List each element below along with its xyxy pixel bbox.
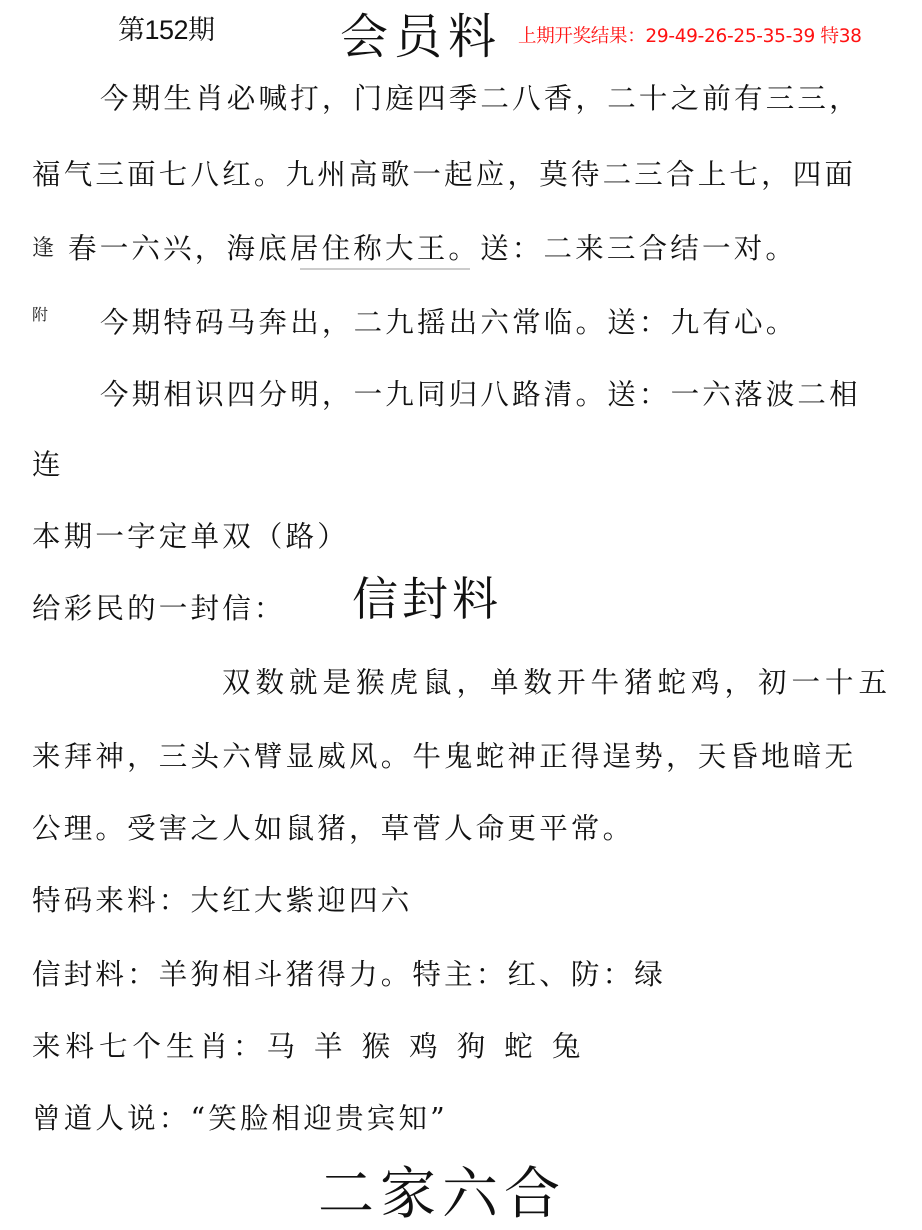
letter-line-1: 双数就是猴虎鼠，单数开牛猪蛇鸡，初一十五	[222, 666, 893, 699]
section-title: 信封料	[352, 572, 502, 626]
single-double-line: 本期一字定单双（路）	[32, 520, 350, 553]
footer-title: 二家六合	[318, 1162, 566, 1227]
scan-rule	[300, 268, 470, 270]
member-line-6: 连	[32, 448, 64, 481]
letter-intro: 给彩民的一封信：	[32, 592, 286, 625]
letter-line-2: 来拜神，三头六臂显威风。牛鬼蛇神正得逞势，天昏地暗无	[32, 740, 857, 773]
special-code-line: 特码来料：大红大紫迎四六	[32, 884, 413, 917]
page-title: 会员料	[340, 9, 503, 65]
member-line-1: 今期生肖必喊打，门庭四季二八香，二十之前有三三，	[100, 82, 861, 115]
seven-zodiacs-line: 来料七个生肖：马 羊 猴 鸡 狗 蛇 兔	[32, 1030, 586, 1063]
margin-mark-2: 附	[32, 305, 49, 324]
saying-line: 曾道人说：“笑脸相迎贵宾知”	[32, 1102, 448, 1135]
member-line-2: 福气三面七八红。九州高歌一起应，莫待二三合上七，四面	[32, 158, 857, 191]
letter-line-3: 公理。受害之人如鼠猪，草菅人命更平常。	[32, 812, 635, 845]
issue-number: 第152期	[118, 15, 215, 45]
envelope-line: 信封料：羊狗相斗猪得力。特主：红、防：绿	[32, 958, 667, 991]
margin-mark-1: 逢	[32, 236, 55, 261]
member-line-5: 今期相识四分明，一九同归八路清。送：一六落波二相	[100, 378, 861, 411]
last-draw-result: 上期开奖结果：29-49-26-25-35-39 特38	[518, 26, 862, 47]
member-line-4: 今期特码马奔出，二九摇出六常临。送：九有心。	[100, 306, 798, 339]
member-line-3: 春一六兴，海底居住称大王。送：二来三合结一对。	[68, 232, 798, 265]
